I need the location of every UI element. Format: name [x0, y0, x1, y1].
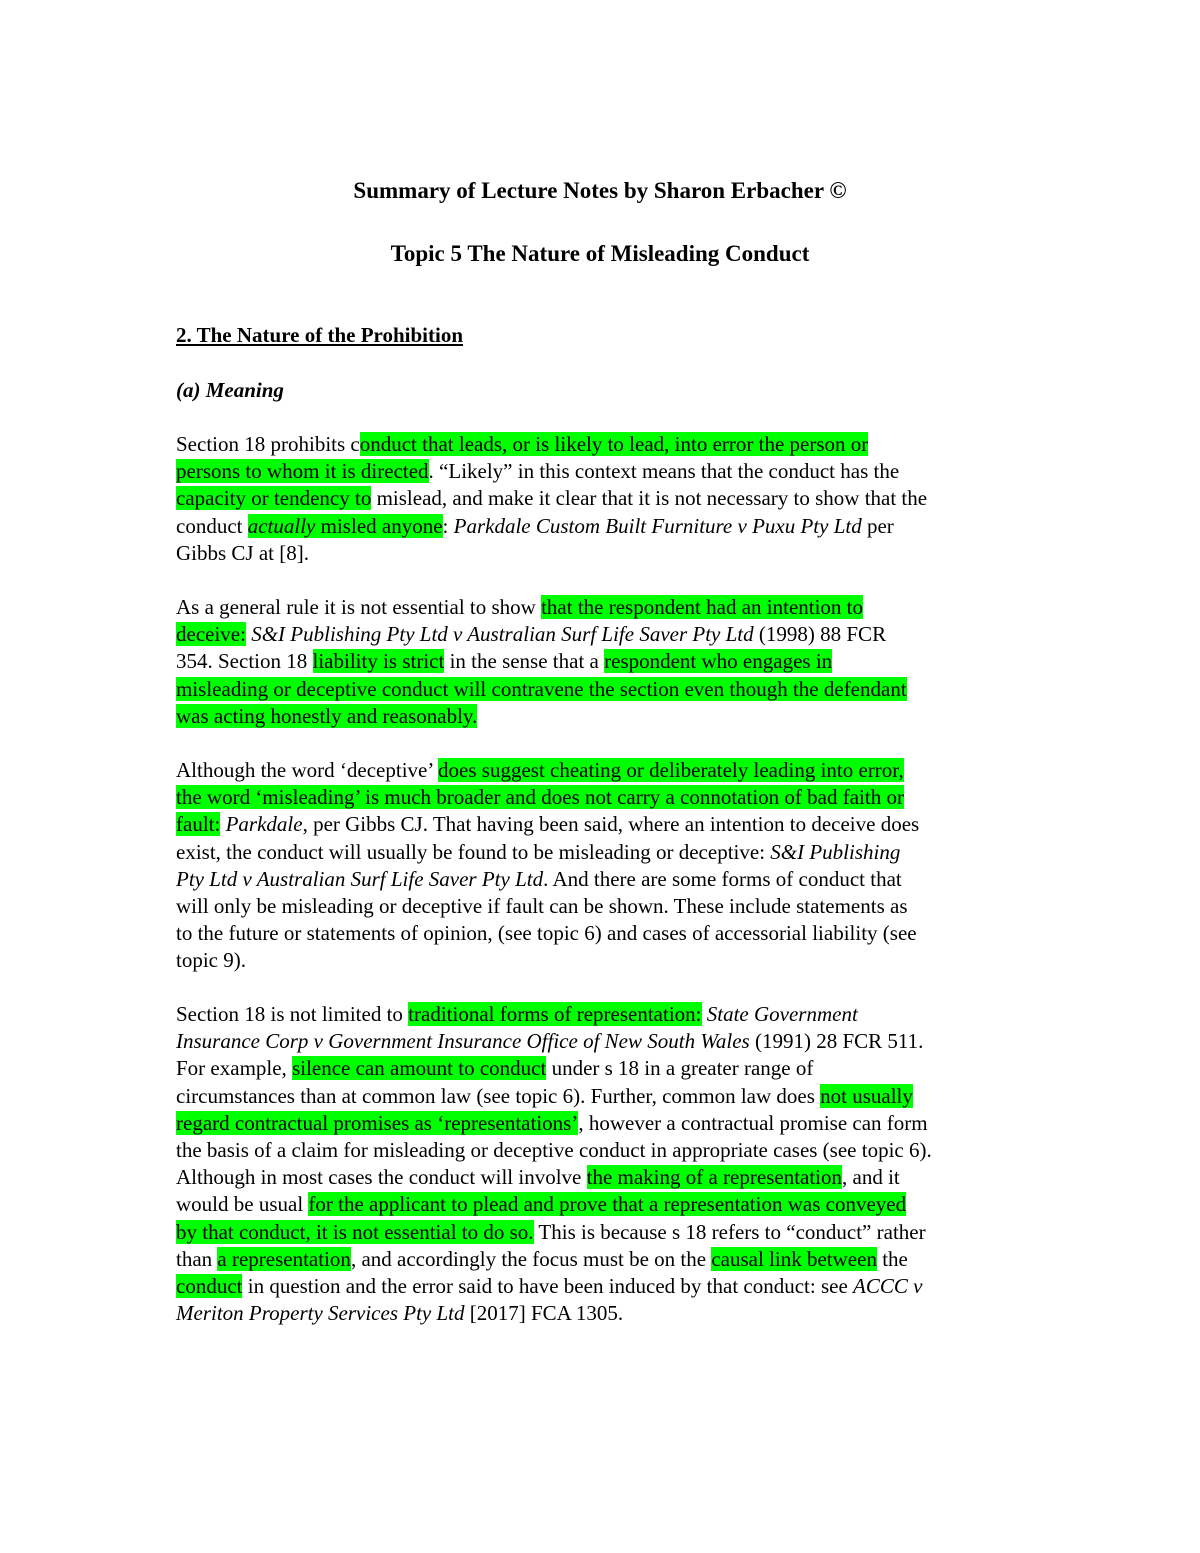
- highlight: causal link between: [711, 1246, 877, 1271]
- text-run: in the sense that a: [444, 649, 605, 674]
- text-run: conduct: [176, 513, 248, 538]
- case-citation: Insurance Corp v Government Insurance Office of New South Wales: [176, 1029, 750, 1054]
- paragraph-intention: [176, 594, 1036, 730]
- text-run: , and accordingly the focus must be on the: [350, 1246, 712, 1271]
- text-run: 354. Section 18: [176, 649, 313, 674]
- highlight: fault:: [176, 812, 221, 837]
- text-run: , however a contractual promise can form: [578, 1110, 928, 1135]
- text-run: than: [176, 1246, 218, 1271]
- highlight: respondent who engages in: [604, 649, 833, 674]
- text-run: , and it: [842, 1165, 900, 1190]
- paragraph-deceptive: [176, 757, 1036, 975]
- text-run: As a general rule it is not essential to show: [176, 595, 542, 619]
- case-citation: ACCC v: [853, 1274, 923, 1299]
- text-run: would be usual: [176, 1192, 309, 1217]
- text-run: to the future or statements of opinion, (see topic 6) and cases of accessorial liability (see: [176, 921, 917, 946]
- case-citation: S&I Publishing: [770, 839, 901, 864]
- highlight: [248, 514, 443, 538]
- emphasis: actually: [247, 513, 316, 538]
- text-run: . “Likely” in this context means that the conduct has the: [428, 459, 900, 484]
- highlight: deceive:: [176, 622, 246, 647]
- topic-title: Topic 5 The Nature of Misleading Conduct: [390, 241, 810, 266]
- highlight: the word ‘misleading’ is much broader and does not carry a connotation of bad faith or: [176, 785, 904, 810]
- highlight: the making of a representation: [586, 1165, 843, 1190]
- case-citation: Meriton Property Services Pty Ltd: [176, 1301, 465, 1326]
- text-run: . And there are some forms of conduct that: [543, 866, 902, 891]
- text-run: mislead, and make it clear that it is not necessary to show that the: [371, 486, 928, 511]
- text-run: Gibbs CJ at [8].: [176, 540, 309, 565]
- text-run: will only be misleading or deceptive if fault can be shown. These include statements as: [176, 894, 908, 919]
- text-run: (1991) 28 FCR 511.: [749, 1029, 924, 1054]
- highlight: does suggest cheating or deliberately leading into error,: [438, 758, 904, 782]
- text-run: :: [442, 513, 454, 538]
- text-run: misled anyone: [315, 513, 443, 538]
- case-citation: State Government: [706, 1002, 858, 1026]
- text-run: , per Gibbs CJ. That having been said, where an intention to deceive does: [302, 812, 920, 837]
- highlight: misleading or deceptive conduct will contravene the section even though the defendant: [176, 676, 907, 701]
- subsection-heading: (a) Meaning: [176, 378, 284, 402]
- text-run: Although the word ‘deceptive’: [176, 758, 439, 782]
- highlight: conduct: [176, 1274, 243, 1299]
- case-citation: Parkdale Custom Built Furniture v Puxu Pty Ltd: [453, 513, 862, 538]
- text-run: [2017] FCA 1305.: [464, 1301, 624, 1326]
- highlight: silence can amount to conduct: [292, 1056, 547, 1081]
- case-citation: S&I Publishing Pty Ltd v Australian Surf Life Saver Pty Ltd: [251, 622, 754, 647]
- text-run: the basis of a claim for misleading or deceptive conduct in appropriate cases (see topic 6).: [176, 1138, 932, 1163]
- text-run: For example,: [176, 1056, 293, 1081]
- text-run: exist, the conduct will usually be found to be misleading or deceptive:: [176, 839, 771, 864]
- text-run: (1998) 88 FCR: [753, 622, 887, 647]
- text-run: Section 18 prohibits c: [176, 432, 360, 456]
- text-run: Although in most cases the conduct will involve: [176, 1165, 587, 1190]
- text-run: This is because s 18 refers to “conduct” rather: [533, 1219, 926, 1244]
- text-run: the: [876, 1246, 908, 1271]
- highlight: onduct that leads, or is likely to lead, into error the person or: [359, 432, 869, 456]
- highlight: that the respondent had an intention to: [541, 595, 864, 619]
- text-run: topic 9).: [176, 948, 246, 973]
- highlight: traditional forms of representation:: [408, 1002, 702, 1026]
- text-run: Section 18 is not limited to: [176, 1002, 409, 1026]
- text-run: under s 18 in a greater range of: [546, 1056, 814, 1081]
- highlight: liability is strict: [312, 649, 445, 674]
- case-citation: Pty Ltd v Australian Surf Life Saver Pty Ltd: [176, 866, 544, 891]
- document-title: Summary of Lecture Notes by Sharon Erbacher ©: [353, 178, 847, 203]
- paragraph-section18-meaning: [176, 431, 1036, 567]
- highlight: persons to whom it is directed: [176, 459, 429, 484]
- highlight: for the applicant to plead and prove that a representation was conveyed: [308, 1192, 907, 1217]
- highlight: was acting honestly and reasonably.: [176, 703, 478, 728]
- section-heading: 2. The Nature of the Prohibition: [176, 323, 464, 347]
- text-run: circumstances than at common law (see topic 6). Further, common law does: [176, 1083, 821, 1108]
- highlight: regard contractual promises as ‘representations’: [176, 1110, 579, 1135]
- text-run: in question and the error said to have been induced by that conduct: see: [242, 1274, 854, 1299]
- highlight: a representation: [217, 1246, 351, 1271]
- paragraph-representation: [176, 1001, 1036, 1327]
- case-citation: Parkdale: [225, 812, 303, 837]
- text-run: per: [861, 513, 894, 538]
- highlight: not usually: [820, 1083, 913, 1108]
- highlight: capacity or tendency to: [176, 486, 372, 511]
- highlight: by that conduct, it is not essential to do so.: [176, 1219, 534, 1244]
